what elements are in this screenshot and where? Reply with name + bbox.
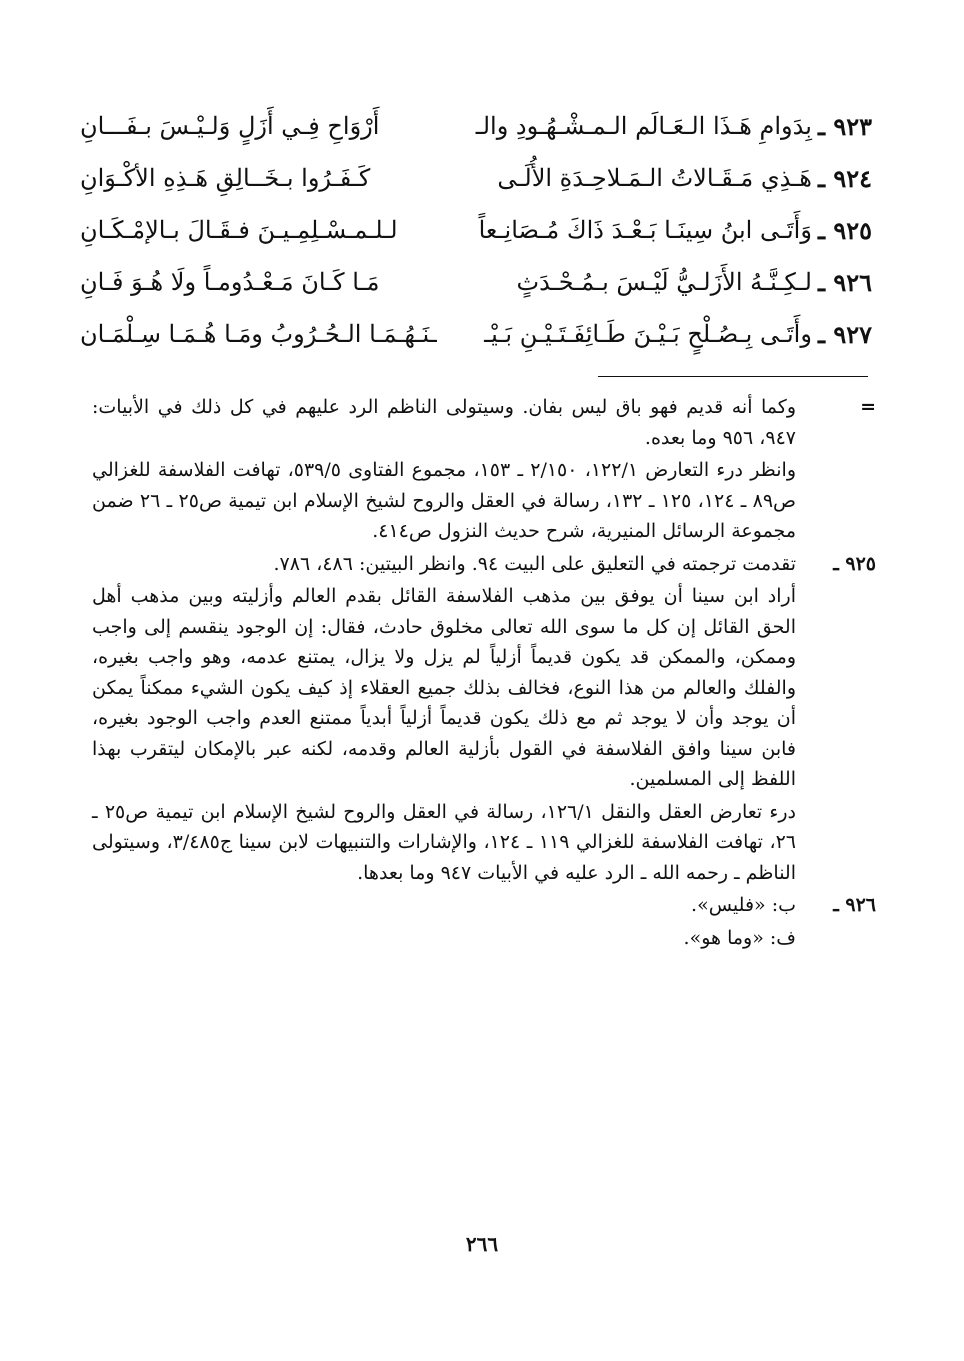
hemistich-text: هَـذِي مَـقَـالاتُ الـمَـلاحِـدَةِ الأُلَـى (497, 163, 812, 192)
verse-927 (80, 308, 872, 360)
footnote-paragraph: أراد ابن سينا أن يوفق بين مذهب الفلاسفة القائل بقدم العالم وأزليته وبين مذهب أهل الحق القائل إن كل ما سوى الله تعالى مخلوق حادث، فقال: إن الوجود ينقسم إلى واجب وممكن، والممكن قد يكون قديماً أزلياً لم يزل ولا يزال، يمتنع عدمه، وهو واجب بغيره، والفلك والعالم من هذا النوع، فخالف بذلك جميع العقلاء إذ كيف يكون الشيء ممكناً يمكن أن يوجد وأن لا يوجد ثم مع ذلك يكون قديماً أزلياً أبدياً ممتنع العدم واجب الوجود بغيره، فابن سينا وافق الفلاسفة في القول بأزلية العالم وقدمه، لكنه عبر بالإمكان ليتقرب بهذا اللفظ إلى المسلمين. (92, 585, 796, 790)
second-hemistich: كَـفَـرُوا بـخَــالِقِ هَـذِهِ الأكْـوَانِ (80, 164, 371, 192)
footnote-marker: ٩٢٦ ـ (833, 894, 876, 916)
footnote-paragraph: تقدمت ترجمته في التعليق على البيت ٩٤. وانظر البيتين: ٤٨٦، ٧٨٦. (273, 552, 796, 575)
second-hemistich: ـنَـهُـمَـا الـحُـرُوبُ ومَـا هُـمَـا سِـلْمَـان (80, 320, 437, 348)
footnote-paragraph: وانظر درء التعارض ١٢٢/١، ٢/١٥٠ ـ ١٥٣، مجموع الفتاوى ٥٣٩/٥، تهافت الفلاسفة للغزالي ص٨٩ ـ ١٢٤، ١٢٥ ـ ١٣٢، رسالة في العقل والروح لشيخ الإسلام ابن تيمية ص٢٥ ـ ٢٦ ضمن مجموعة الرسائل المنيرية، شرح حديث النزول ص٤١٤. (92, 459, 797, 542)
footnote-926 (92, 890, 876, 953)
footnote-continuation (92, 392, 876, 547)
first-hemistich (475, 111, 872, 141)
footnote-paragraph: ب: «فليس». (691, 894, 796, 916)
second-hemistich: مَـا كَـانَ مَـعْـدُومـاً ولَا هُـوَ فَـانِ (80, 268, 380, 296)
footnote-marker: = (860, 396, 876, 418)
verse-923 (80, 100, 872, 152)
verse-number: ٩٢٣ ـ (817, 111, 872, 141)
footnotes (92, 392, 876, 955)
first-hemistich (484, 319, 872, 349)
poem-verses (80, 100, 872, 360)
hemistich-text: وأَتَـى بِـصُـلْحٍ بَـيْـنَ طَـائِفَـتَـيْـنِ بَـيْـ (484, 319, 812, 348)
verse-925 (80, 204, 872, 256)
footnote-paragraph: وكما أنه قديم فهو باق ليس بفان. وسيتولى الناظم الرد عليهم في كل ذلك في الأبيات: ٩٤٧، ٩٥٦ وما بعده. (92, 396, 796, 449)
second-hemistich: لـلـمـسْـلِمِـيـنَ فـقَـالَ بـالإمْـكَـانِ (80, 216, 398, 244)
verse-number: ٩٢٥ ـ (817, 215, 872, 245)
verse-number: ٩٢٤ ـ (817, 163, 872, 193)
hemistich-text: لـكِـنَّـهُ الأَزَلـيُّ لَيْـسَ بـمُـحْـدَثٍ (516, 267, 812, 296)
second-hemistich: أَرْوَاحِ فِـي أَزَلٍ وَلـيْـسَ بـفَـــانِ (80, 112, 380, 140)
footnote-paragraph: درء تعارض العقل والنقل ١٢٦/١، رسالة في العقل والروح لشيخ الإسلام ابن تيمية ص٢٥ ـ ٢٦، تهافت الفلاسفة للغزالي ١١٩ ـ ١٢٤، والإشارات والتنبيهات لابن سينا ج٣/٤٨٥، وسيتولى الناظم ـ رحمه الله ـ الرد عليه في الأبيات ٩٤٧ وما بعدها. (92, 800, 797, 884)
page-number: ٢٦٦ (465, 1232, 499, 1256)
footnote-marker: ٩٢٥ ـ (833, 552, 876, 575)
verse-926 (80, 256, 872, 308)
hemistich-text: بِدَوامِ هَـذَا الـعَـالَم الـمـشْـهُـودِ والـ (475, 111, 812, 140)
footnote-925 (92, 549, 876, 889)
first-hemistich (492, 164, 872, 193)
first-hemistich (478, 215, 872, 245)
first-hemistich (492, 268, 872, 297)
footnote-paragraph: ف: «وما هو». (683, 926, 796, 949)
footnote-separator (598, 376, 868, 377)
verse-number: ٩٢٧ ـ (817, 319, 872, 349)
verse-number: ٩٢٦ ـ (817, 267, 872, 297)
hemistich-text: وَأَتَـى ابنُ سِينَـا بَـعْـدَ ذَاكَ مُـصَانِـعاً (478, 215, 812, 244)
verse-924 (80, 152, 872, 204)
